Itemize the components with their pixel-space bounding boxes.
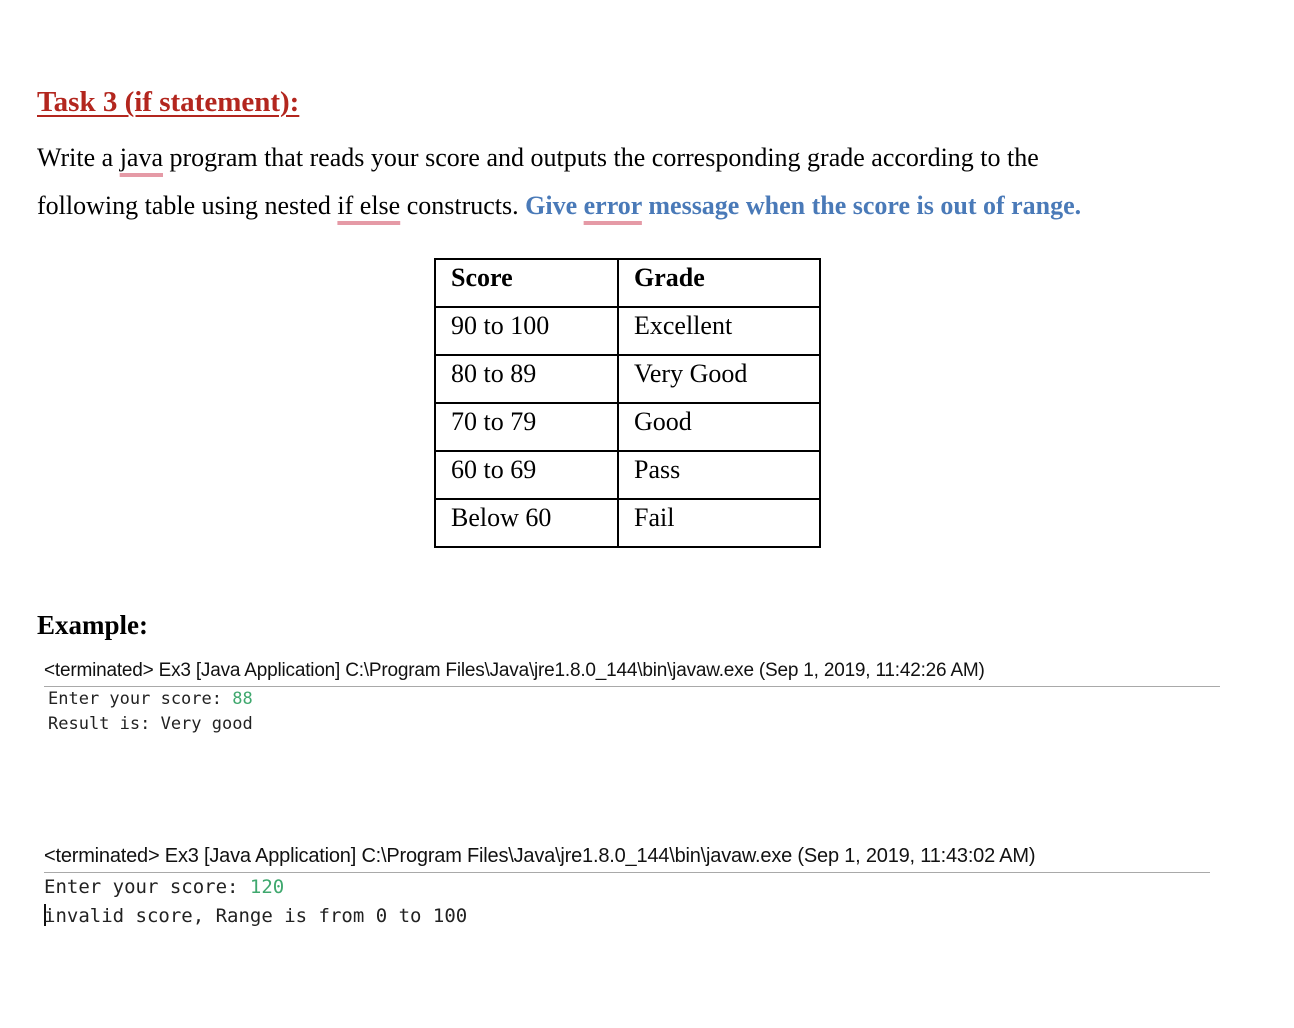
header-score: Score — [435, 259, 618, 307]
score-cell: 90 to 100 — [435, 307, 618, 355]
grade-cell: Fail — [618, 499, 820, 547]
task-title: Task 3 (if statement): — [37, 86, 300, 118]
console-prompt-line — [44, 873, 1210, 902]
console-output-1 — [44, 660, 1220, 737]
desc-text: program that reads your score and outputs the corresponding grade according to the — [163, 143, 1039, 172]
task-description-line-2 — [37, 191, 1081, 221]
console-input-value: 120 — [249, 876, 285, 898]
console-header: <terminated> Ex3 [Java Application] C:\Program Files\Java\jre1.8.0_144\bin\javaw.exe (Sep 1, 2019, 11:42:26 AM) — [44, 660, 1220, 687]
spellcheck-word-java: java — [119, 143, 163, 172]
table-row — [435, 499, 820, 547]
grade-cell: Very Good — [618, 355, 820, 403]
desc-text: following table using nested — [37, 191, 338, 220]
score-cell: Below 60 — [435, 499, 618, 547]
score-cell: 60 to 69 — [435, 451, 618, 499]
grade-cell: Pass — [618, 451, 820, 499]
desc-text: Write a — [37, 143, 120, 172]
grade-cell: Excellent — [618, 307, 820, 355]
table-row — [435, 451, 820, 499]
console-prompt-line — [48, 687, 1220, 712]
table-row — [435, 355, 820, 403]
desc-text: constructs. — [400, 191, 526, 220]
console-result: invalid score, Range is from 0 to 100 — [44, 905, 468, 927]
console-result: Result is: Very good — [48, 714, 253, 734]
score-cell: 70 to 79 — [435, 403, 618, 451]
console-result-line — [44, 902, 1210, 931]
grade-table — [434, 258, 821, 548]
table-row — [435, 307, 820, 355]
header-grade: Grade — [618, 259, 820, 307]
console-output-2 — [44, 845, 1210, 931]
console-prompt: Enter your score: — [44, 876, 250, 898]
example-label: Example: — [37, 610, 148, 640]
console-header: <terminated> Ex3 [Java Application] C:\Program Files\Java\jre1.8.0_144\bin\javaw.exe (Sep 1, 2019, 11:43:02 AM) — [44, 845, 1210, 873]
emphasis-text: Give — [525, 191, 584, 220]
table-header-row — [435, 259, 820, 307]
console-input-value: 88 — [232, 689, 253, 709]
grade-cell: Good — [618, 403, 820, 451]
emphasis-text: message when the score is out of range. — [641, 191, 1082, 220]
task-description-line-1 — [37, 143, 1039, 173]
spellcheck-word-error: error — [583, 191, 642, 220]
spellcheck-word-if-else: if else — [337, 191, 401, 220]
score-cell: 80 to 89 — [435, 355, 618, 403]
table-row — [435, 403, 820, 451]
console-prompt: Enter your score: — [48, 689, 233, 709]
